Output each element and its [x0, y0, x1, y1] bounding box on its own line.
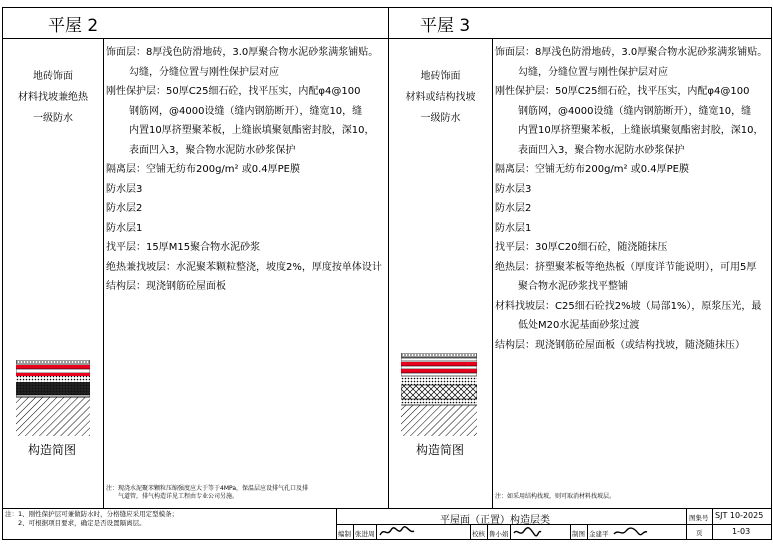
panel3-left-line: 一级防水 — [420, 113, 461, 124]
panel2-left-line: 一级防水 — [33, 113, 73, 124]
spec-line: 隔离层：空铺无纺布200g/m² 或0.4厚PE膜 — [495, 164, 689, 175]
spec-line: 勾缝，分缝位置与刚性保护层对应 — [129, 66, 279, 78]
spec-line: 低处M20水泥基面砂浆过渡 — [518, 320, 640, 331]
sig-name-check: 鲁小娟 — [489, 530, 509, 538]
spec-line: 绝热层：挤塑聚苯板等绝热板（厚度详节能说明），可用5厚 — [495, 261, 757, 273]
sig-role-draw: 制图 — [572, 530, 585, 538]
signature-check — [512, 525, 542, 539]
spec-line: 结构层：现浇钢筋砼屋面板（或结构找坡，随浇随抹压） — [495, 339, 745, 351]
spec-line: 内置10厚挤塑聚苯板，上缝嵌填聚氨酯密封胶，深10， — [129, 125, 375, 136]
signature-compile — [378, 525, 416, 539]
signature-draw — [612, 525, 648, 539]
spec-line: 内置10厚挤塑聚苯板，上缝嵌填聚氨酯密封胶，深10， — [518, 125, 764, 136]
sig-name-compile: 张进周 — [355, 530, 375, 538]
spec-line: 结构层：现浇钢筋砼屋面板 — [106, 281, 226, 292]
spec-line: 材料找坡层：C25细石砼找2%坡（局部1%），原浆压光，最 — [495, 300, 762, 312]
atlas-number: SJT 10-2025 — [715, 511, 764, 520]
spec-line: 防水层1 — [495, 222, 532, 234]
spec-line: 找平层：15厚M15聚合物水泥砂浆 — [106, 242, 261, 253]
sig-role-check: 校核 — [472, 530, 485, 538]
sig-role-compile: 编制 — [338, 530, 351, 538]
spec-line: 防水层3 — [106, 183, 143, 195]
spec-line: 勾缝，分缝位置与刚性保护层对应 — [518, 66, 668, 78]
panel3-title: 平屋 3 — [420, 16, 471, 36]
panel3-left-description — [389, 66, 492, 129]
panel3-note-line: 注：如采用结构找坡，则可取消材料找坡层。 — [495, 493, 616, 500]
spec-line: 防水层3 — [495, 183, 532, 195]
spec-line: 防水层2 — [495, 203, 532, 214]
panel3-note — [495, 493, 615, 501]
spec-line: 饰面层：8厚浅色防滑地砖，3.0厚聚合物水泥砂浆满浆铺贴。 — [495, 47, 768, 58]
drawing-title: 平屋面（正置）构造层类 — [440, 515, 550, 526]
spec-line: 刚性保护层：50厚C25细石砼，找平压实，内配φ4@100 — [106, 86, 361, 97]
spec-line: 防水层1 — [106, 222, 143, 234]
spec-line: 钢筋网，@4000设缝（缝内钢筋断开），缝宽10，缝 — [129, 105, 363, 117]
page-number: 1-03 — [732, 527, 751, 536]
footer-note-line: 注：1、刚性保护层可兼做防水时，分格缝应采用定型模条； — [5, 510, 179, 518]
panel3-layer-spec — [495, 43, 767, 355]
atlas-label: 图集号 — [689, 514, 709, 522]
spec-line: 表面凹入3，聚合物水泥防水砂浆保护 — [518, 144, 685, 156]
footer-note-line: 2、可根据项目要求，确定是否设置隔离层。 — [5, 519, 146, 527]
panel2-caption: 构造简图 — [28, 443, 77, 457]
footer-notes — [5, 510, 178, 528]
page-label: 页 — [696, 529, 703, 537]
panel3-left-line: 地砖饰面 — [420, 71, 461, 82]
spec-line: 钢筋网，@4000设缝（缝内钢筋断开），缝宽10，缝 — [518, 105, 752, 117]
spec-line: 聚合物水泥砂浆找平整铺 — [518, 281, 628, 292]
panel2-note-line: 注：现浇水泥聚苯颗粒压缩强度应大于等于4MPa，保温层应设排气孔口及排 — [106, 485, 309, 492]
spec-line: 刚性保护层：50厚C25细石砼，找平压实，内配φ4@100 — [495, 86, 750, 97]
panel3-section-diagram — [401, 353, 477, 436]
panel2-left-line: 地砖饰面 — [33, 71, 73, 82]
panel3-left-line: 材料或结构找坡 — [405, 92, 476, 103]
spec-line: 表面凹入3，聚合物水泥防水砂浆保护 — [129, 144, 296, 156]
spec-line: 找平层：30厚C20细石砼，随浇随抹压 — [495, 242, 668, 253]
spec-line: 防水层2 — [106, 203, 143, 214]
panel2-left-description — [3, 66, 103, 129]
panel3-caption: 构造简图 — [416, 443, 465, 457]
panel2-note — [106, 485, 308, 501]
panel2-section-diagram — [16, 360, 90, 436]
panel2-layer-spec — [106, 43, 382, 297]
panel2-left-line: 材料找坡兼绝热 — [18, 92, 88, 103]
panel2-title: 平屋 2 — [48, 16, 99, 36]
spec-line: 绝热兼找坡层：水泥聚苯颗粒整浇，坡度2%，厚度按单体设计 — [106, 261, 382, 273]
spec-line: 隔离层：空铺无纺布200g/m² 或0.4厚PE膜 — [106, 164, 300, 175]
sig-name-draw: 金建平 — [589, 530, 609, 538]
spec-line: 饰面层：8厚浅色防滑地砖，3.0厚聚合物水泥砂浆满浆铺贴。 — [106, 47, 379, 58]
panel2-note-line: 气道管，排气构造详见工程由专业公司另施。 — [106, 493, 239, 500]
